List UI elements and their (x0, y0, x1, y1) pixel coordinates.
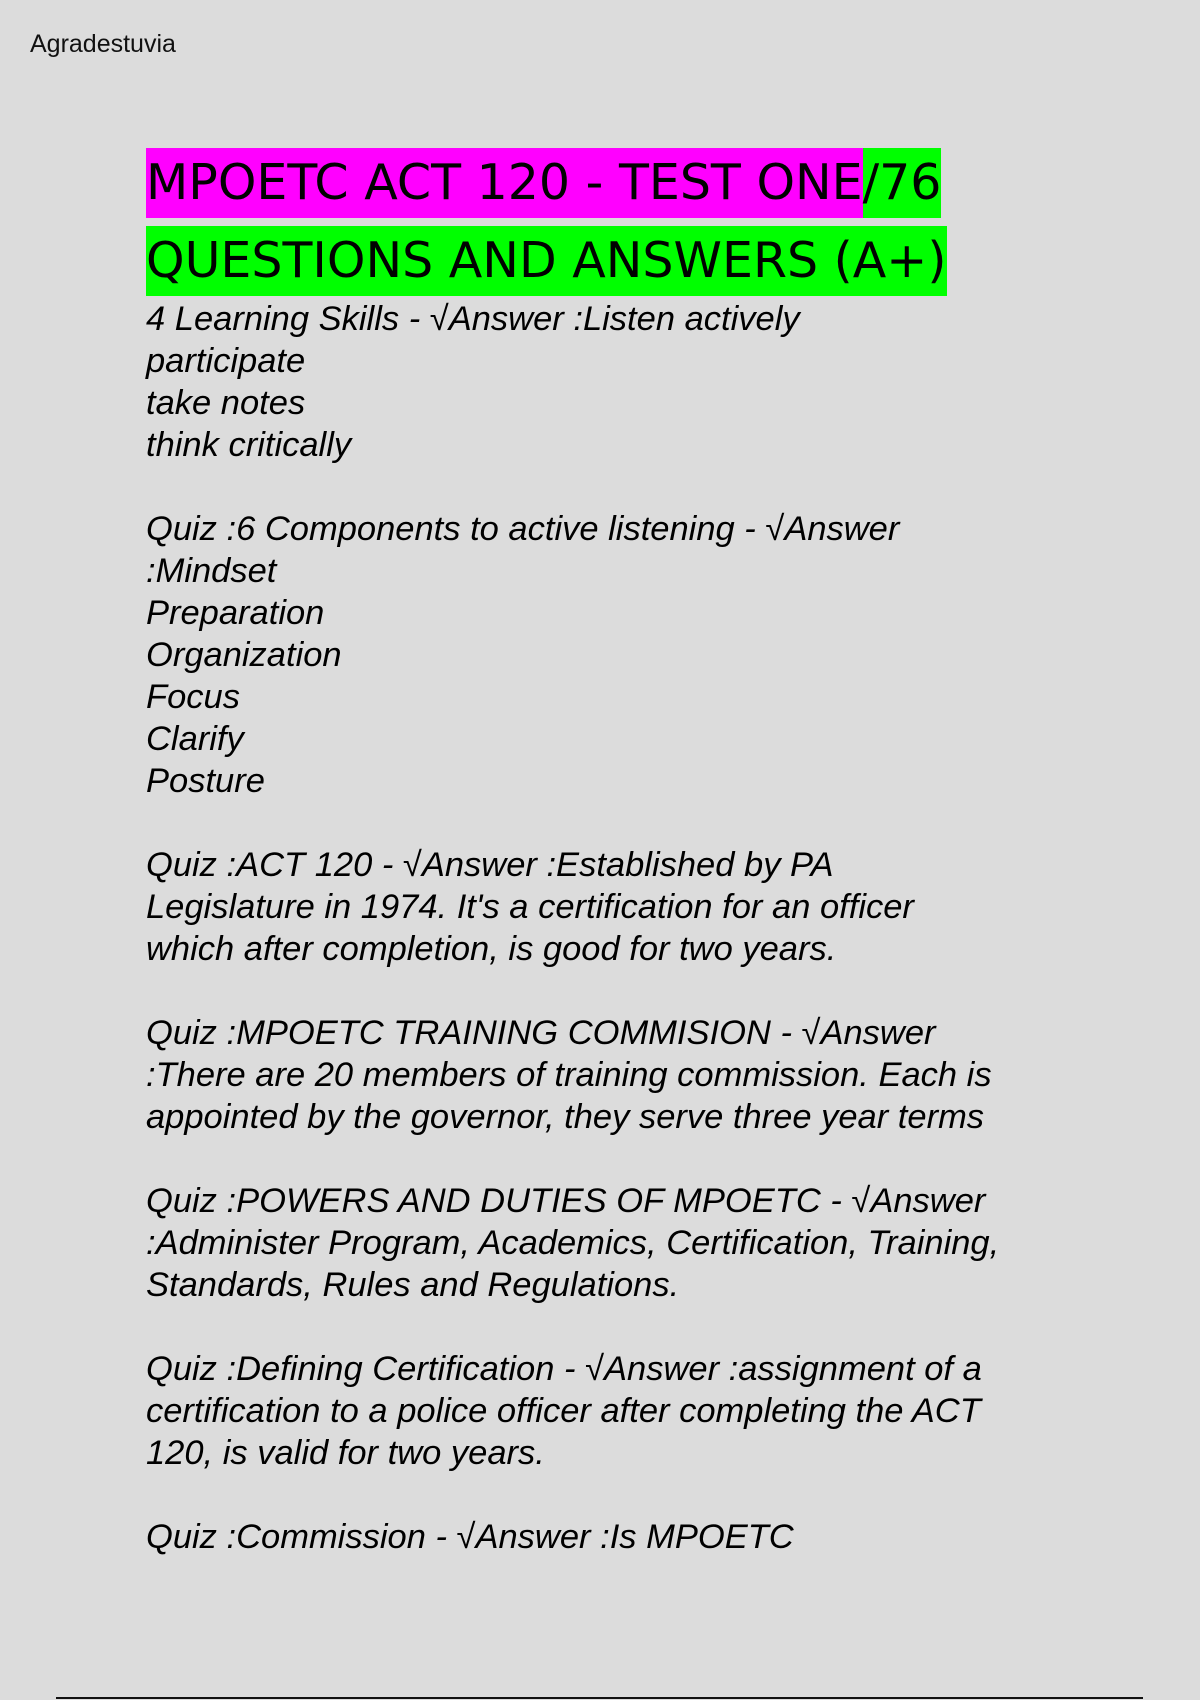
qa-item-commission: Quiz :Commission - √Answer :Is MPOETC (146, 1518, 794, 1556)
title-line-1 (146, 148, 1106, 218)
qa-item-act-120: Quiz :ACT 120 - √Answer :Established by PA Legislature in 1974. It's a certification for an officer which after completion, is good for two years. (146, 846, 914, 968)
qa-item-defining-certification: Quiz :Defining Certification - √Answer :assignment of a certification to a police officer after completing the ACT 120, is valid for two years. (146, 1350, 982, 1472)
title-highlight-green-line2: QUESTIONS AND ANSWERS (A+) (146, 226, 947, 296)
qa-list (146, 298, 1106, 1558)
title-highlight-magenta: MPOETC ACT 120 - TEST ONE (146, 148, 863, 218)
title-line-2 (146, 226, 1106, 296)
document-body (146, 148, 1106, 1558)
qa-item-learning-skills: 4 Learning Skills - √Answer :Listen actively participate take notes think critically (146, 300, 800, 464)
footer-divider (56, 1697, 1143, 1699)
qa-item-active-listening: Quiz :6 Components to active listening - √Answer :Mindset Preparation Organization Focus Clarify Posture (146, 510, 900, 800)
watermark-text: Agradestuvia (30, 30, 176, 58)
qa-item-powers-duties: Quiz :POWERS AND DUTIES OF MPOETC - √Answer :Administer Program, Academics, Certification, Training, Standards, Rules and Regulations. (146, 1182, 1000, 1304)
qa-item-training-commission: Quiz :MPOETC TRAINING COMMISION - √Answer :There are 20 members of training commission. Each is appointed by the governor, they serve three year terms (146, 1014, 992, 1136)
title-highlight-green: /76 (863, 148, 942, 218)
